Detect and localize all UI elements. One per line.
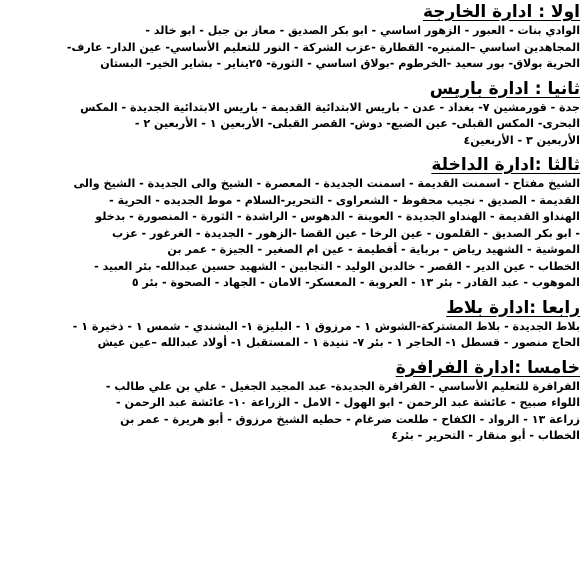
school-list-line: اللواء صبيح - عائشة عبد الرحمن - ابو الهول - الامل - الزراعة ١٠- عائشة عبد الرحمن - xyxy=(116,396,580,409)
section-3 xyxy=(4,155,580,292)
school-list-line: البحرى- المكس القبلى- عين الضبع- دوش- القصر القبلى- الأربعين ١ - الأربعين ٢ - xyxy=(134,117,580,130)
school-list-line: الحرية بولاق- بور سعيد -الخرطوم -بولاق اساسي - الثورة- ٢٥يناير - بشاير الخير- البستان xyxy=(100,57,580,70)
school-list-line: الخطاب - أبو منقار - التحرير - بئر٤ xyxy=(391,429,580,442)
school-list-line: الفرافرة للتعليم الأساسي - الفرافرة الجديدة- عبد المجيد الجغيل - علي بن علي طالب - xyxy=(105,379,580,393)
sections-container xyxy=(4,2,580,445)
school-list-line: بلاط الجديدة - بلاط المشتركة-الشوش ١ - مرزوق ١ - البليزة ١- البشندي - شمس ١ - ذخيرة ١ - xyxy=(72,319,580,333)
section-heading: اولا : ادارة الخارجة xyxy=(422,2,580,22)
school-list-line: الهنداو القديمة - الهنداو الجديدة - العوينة - الدهوس - الراشدة - الثورة - المنصورة - بدخلو xyxy=(95,210,580,223)
school-list-line: الشيخ مفتاح - اسمنت القديمة - اسمنت الجديدة - المعصرة - الشيخ والى الجديدة - الشيخ والى xyxy=(73,177,580,190)
school-list-line: جدة - قورمشين ٧- بغداد - عدن - باريس الابتدائية القديمة - باريس الابتدائية الجديدة - المكس xyxy=(80,100,580,114)
section-2 xyxy=(4,79,580,150)
section-heading: رابعا :ادارة بلاط xyxy=(446,297,580,318)
school-list-line: الوادي بنات - العبور - الزهور اساسي - ابو بكر الصديق - معاز بن جبل - ابو خالد - xyxy=(145,24,580,37)
section-heading: ثانيا : ادارة باريس xyxy=(429,78,580,99)
school-list-line: زراعة ١٣ - الرواد - الكفاح - طلعت ضرغام - حطيه الشيخ مرزوق - أبو هريرة - عمر بن xyxy=(120,412,580,426)
section-4 xyxy=(4,298,580,352)
school-list-line: المجاهدين اساسي –المنيره- القطارة -عزب الشركة - النور للتعليم الأساسي- عين الدار- عارف- xyxy=(66,40,580,54)
section-5 xyxy=(4,358,580,445)
section-heading: ثالثا :ادارة الداخلة xyxy=(431,155,580,175)
school-list-line: الموهوب - عبد القادر - بئر ١٣ - العروبة - المعسكر- الامان - الجهاد - الصحوة - بئر ٥ xyxy=(131,276,580,289)
school-list-line: الخطاب - عين الدير - القصر - خالدبن الوليد - التجابين - الشهيد حسين عبدالله- بئر العبيد - xyxy=(94,259,580,273)
school-list-line: الموشية - الشهيد رياض - برباية - أفطيمة - عين ام الصغير - الجيزة - عمر بن xyxy=(167,243,580,256)
school-list-line: القديمة - الصديق - نجيب محفوظ - الشعراوى - التحرير-السلام - موط الجديده - الحرية - xyxy=(109,193,580,207)
section-1 xyxy=(4,2,580,73)
section-heading: خامسا :ادارة الفرافرة xyxy=(395,357,580,378)
school-list-line: الحاج منصور - قسطل ١- الحاجر ١ - بئر ٧- تنيدة ١ - المستقبل ١- أولاد عبدالله –عين عيش xyxy=(97,336,580,349)
school-list-line: الأربعين ٣ - الأربعين٤ xyxy=(463,133,580,147)
school-list-line: - ابو بكر الصديق - القلمون - عين الرخا - عين القضا -الزهور - الجديدة - الغرغور - عزب xyxy=(112,226,580,240)
